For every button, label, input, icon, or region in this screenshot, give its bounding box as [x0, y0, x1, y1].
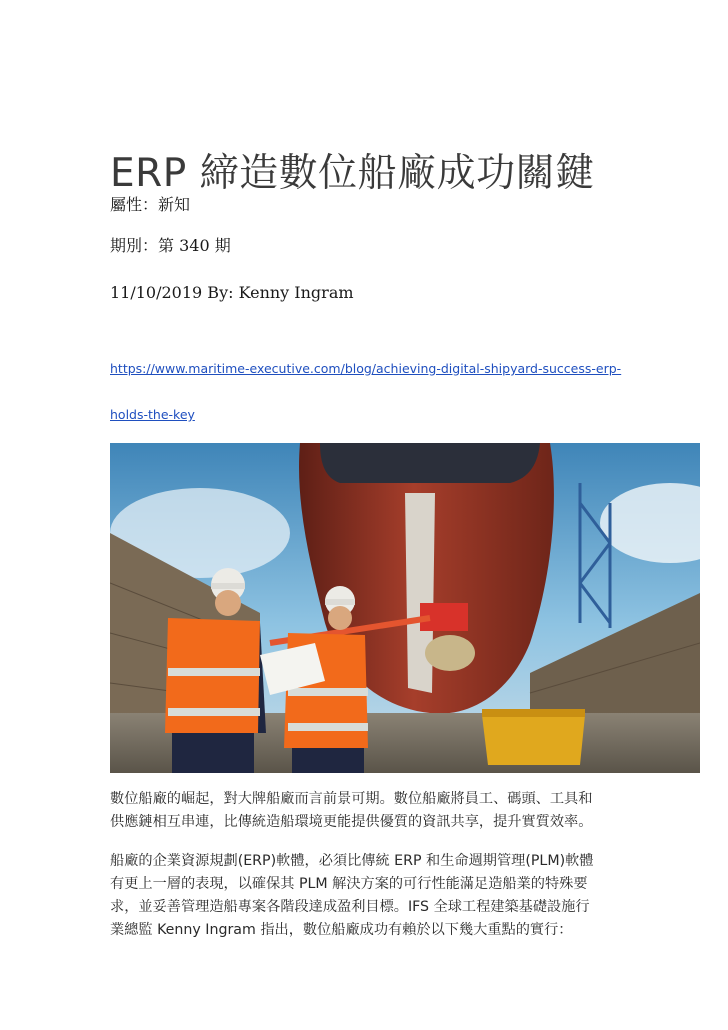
- body-paragraph: [110, 850, 620, 942]
- paragraph-line: 供應鏈相互串連，比傳統造船環境更能提供優質的資訊共享，提升實質效率。: [110, 814, 593, 830]
- intro-paragraph: [110, 788, 620, 834]
- paragraph-line: 數位船廠的崛起，對大牌船廠而言前景可期。數位船廠將員工、碼頭、工具和: [110, 791, 593, 807]
- article-issue: 期別：第 340 期: [110, 236, 231, 255]
- paragraph-line: 求，並妥善管理造船專案各階段達成盈利目標。IFS 全球工程建築基礎設施行: [110, 899, 590, 915]
- source-link-line-2[interactable]: holds-the-key: [110, 407, 195, 422]
- article-category: 屬性：新知: [110, 195, 191, 214]
- shipyard-drydock-image: [110, 443, 700, 773]
- article-date-author: 11/10/2019 By: Kenny Ingram: [110, 283, 354, 302]
- source-link-line-1[interactable]: https://www.maritime-executive.com/blog/achieving-digital-shipyard-success-erp-: [110, 361, 622, 376]
- paragraph-line: 業總監 Kenny Ingram 指出，數位船廠成功有賴於以下幾大重點的實行：: [110, 922, 573, 938]
- paragraph-line: 船廠的企業資源規劃(ERP)軟體，必須比傳統 ERP 和生命週期管理(PLM)軟體: [110, 853, 594, 869]
- shipyard-photo: [110, 443, 700, 773]
- page-title: ERP 締造數位船廠成功關鍵: [110, 151, 595, 197]
- paragraph-line: 有更上一層的表現，以確保其 PLM 解決方案的可行性能滿足造船業的特殊要: [110, 876, 588, 892]
